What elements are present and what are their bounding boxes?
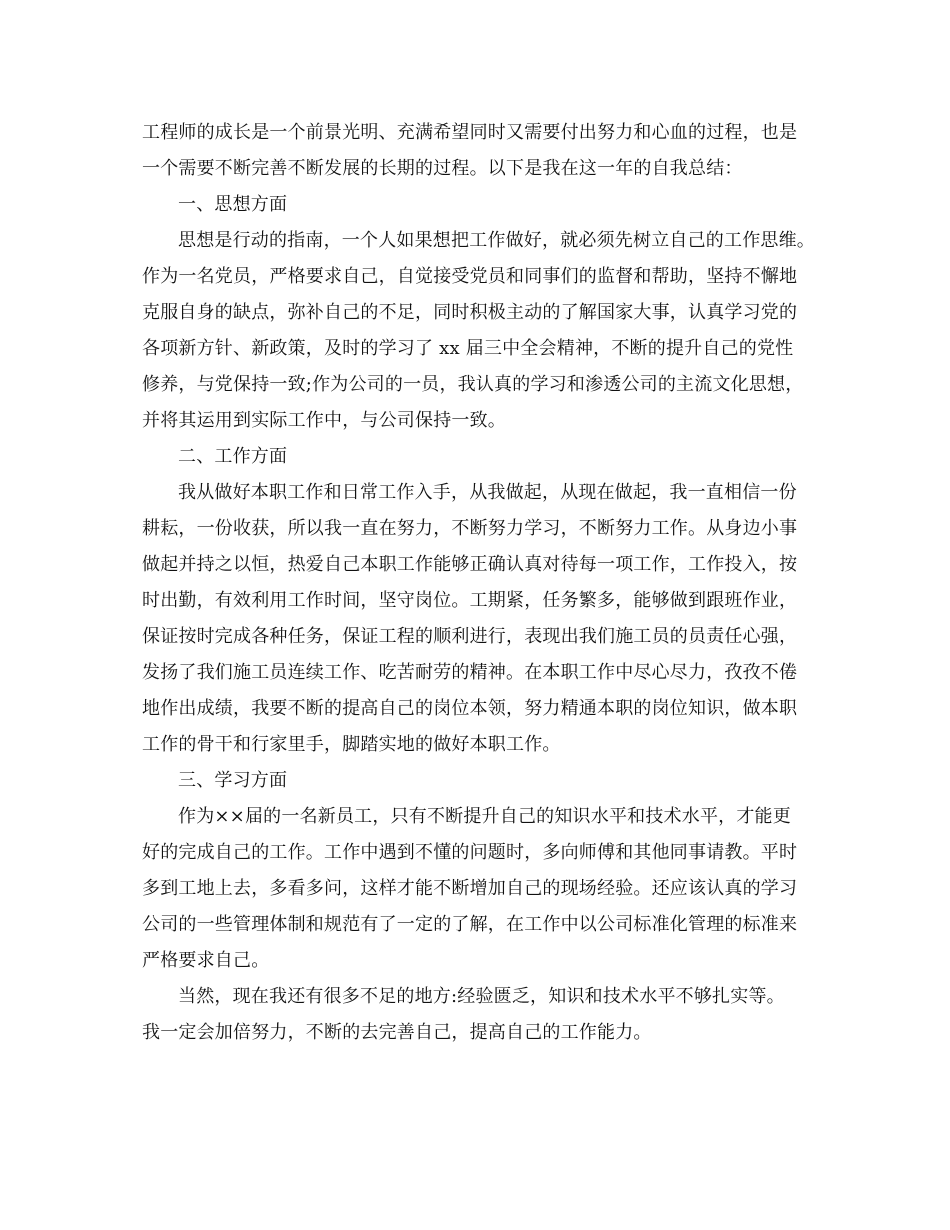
body-line: 工作的骨干和行家里手，脚踏实地的做好本职工作。 (142, 734, 561, 755)
document-body (142, 115, 822, 1051)
section-heading-work: 二、工作方面 (178, 446, 288, 467)
body-line: 工程师的成长是一个前景光明、充满希望同时又需要付出努力和心血的过程，也是 (142, 122, 798, 143)
body-line: 时出勤，有效利用工作时间，坚守岗位。工期紧，任务繁多，能够做到跟班作业， (142, 590, 798, 611)
body-line: 多到工地上去，多看多问，这样才能不断增加自己的现场经验。还应该认真的学习 (142, 878, 798, 899)
body-line: 我一定会加倍努力，不断的去完善自己，提高自己的工作能力。 (142, 1022, 652, 1043)
body-line: 当然，现在我还有很多不足的地方:经验匮乏，知识和技术水平不够扎实等。 (178, 986, 785, 1007)
body-line: 修养，与党保持一致;作为公司的一员，我认真的学习和渗透公司的主流文化思想， (142, 374, 804, 395)
body-line: 作为一名党员，严格要求自己，自觉接受党员和同事们的监督和帮助，坚持不懈地 (142, 266, 798, 287)
body-line: 严格要求自己。 (142, 950, 270, 971)
body-line: 一个需要不断完善不断发展的长期的过程。以下是我在这一年的自我总结： (142, 158, 743, 179)
body-line: 各项新方针、新政策，及时的学习了 xx 届三中全会精神，不断的提升自己的党性 (142, 338, 794, 359)
body-line: 我从做好本职工作和日常工作入手，从我做起，从现在做起，我一直相信一份 (178, 482, 797, 503)
body-line: 思想是行动的指南，一个人如果想把工作做好，就必须先树立自己的工作思维。 (178, 230, 815, 251)
body-line: 并将其运用到实际工作中，与公司保持一致。 (142, 410, 506, 431)
body-line: 克服自身的缺点，弥补自己的不足，同时积极主动的了解国家大事，认真学习党的 (142, 302, 798, 323)
body-line: 保证按时完成各种任务，保证工程的顺利进行，表现出我们施工员的员责任心强， (142, 626, 798, 647)
body-line: 地作出成绩，我要不断的提高自己的岗位本领，努力精通本职的岗位知识，做本职 (142, 698, 798, 719)
body-line: 公司的一些管理体制和规范有了一定的了解，在工作中以公司标准化管理的标准来 (142, 914, 798, 935)
body-line: 耕耘，一份收获，所以我一直在努力，不断努力学习，不断努力工作。从身边小事 (142, 518, 798, 539)
body-line: 发扬了我们施工员连续工作、吃苦耐劳的精神。在本职工作中尽心尽力，孜孜不倦 (142, 662, 798, 683)
body-line: 作为××届的一名新员工，只有不断提升自己的知识水平和技术水平，才能更 (178, 806, 791, 827)
body-line: 做起并持之以恒，热爱自己本职工作能够正确认真对待每一项工作，工作投入，按 (142, 554, 798, 575)
section-heading-study: 三、学习方面 (178, 770, 288, 791)
body-line: 好的完成自己的工作。工作中遇到不懂的问题时，多向师傅和其他同事请教。平时 (142, 842, 798, 863)
section-heading-thought: 一、思想方面 (178, 194, 288, 215)
